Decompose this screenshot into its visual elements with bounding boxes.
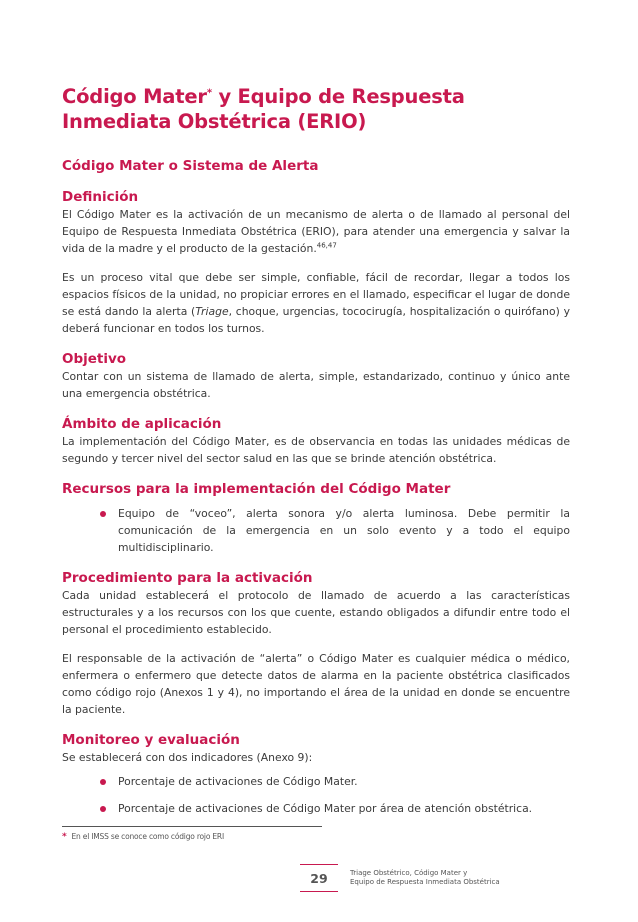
heading-ambito: Ámbito de aplicación <box>62 416 222 432</box>
objetivo-paragraph: Contar con un sistema de llamado de alerta, simple, estandarizado, continuo y único ante una emergencia obstétrica. <box>62 370 570 400</box>
heading-definicion: Definición <box>62 189 139 205</box>
monitoreo-paragraph: Se establecerá con dos indicadores (Anexo 9): <box>62 751 313 764</box>
subsection-title: Código Mater o Sistema de Alerta <box>62 158 319 174</box>
definicion-text: El Código Mater es la activación de un mecanismo de alerta o de llamado al personal del Equipo de Respuesta Inmediata Obstétrica (ERIO), para atender una emergencia y salvar la vida de la madre y el producto de la gestación. <box>62 208 570 255</box>
footnote <box>62 832 224 842</box>
list-item <box>100 773 570 790</box>
reference-superscript: 46,47 <box>316 241 337 250</box>
footnote-text: En el IMSS se conoce como código rojo ERI <box>71 832 224 841</box>
page-footer <box>300 864 500 892</box>
definicion-paragraph-1 <box>62 206 570 257</box>
footer-line-2: Equipo de Respuesta Inmediata Obstétrica <box>350 878 500 886</box>
heading-objetivo: Objetivo <box>62 351 127 367</box>
definicion-p2-italic: Triage <box>195 305 229 318</box>
monitoreo-list <box>100 773 570 817</box>
heading-procedimiento: Procedimiento para la activación <box>62 570 313 586</box>
definicion-p2-part-b: , choque, urgencias, tococirugía, hospitalización o quirófano) y deberá funcionar en todos los turnos. <box>62 305 570 335</box>
page-title <box>62 84 570 134</box>
bullet-icon <box>100 779 106 785</box>
page-number: 29 <box>300 864 338 892</box>
definicion-p2-part-a: Es un proceso vital que debe ser simple, confiable, fácil de recordar, llegar a todos los espacios físicos de la unidad, no propiciar errores en el llamado, especificar el lugar de donde se está dando la alerta ( <box>62 271 570 318</box>
running-footer <box>350 869 500 887</box>
heading-recursos: Recursos para la implementación del Código Mater <box>62 481 451 497</box>
list-item-text: Equipo de “voceo”, alerta sonora y/o alerta luminosa. Debe permitir la comunicación de la emergencia en un solo evento y a todo el equipo multidisciplinario. <box>118 507 570 554</box>
list-item-text: Porcentaje de activaciones de Código Mater. <box>118 775 358 788</box>
list-item <box>100 800 570 817</box>
page-content <box>62 84 570 817</box>
list-item-text: Porcentaje de activaciones de Código Mater por área de atención obstétrica. <box>118 802 533 815</box>
definicion-paragraph-2 <box>62 269 570 337</box>
recursos-list <box>100 505 570 556</box>
title-footnote-marker: * <box>206 87 212 99</box>
footnote-divider <box>62 826 322 827</box>
procedimiento-paragraph-2: El responsable de la activación de “alerta” o Código Mater es cualquier médica o médico, enfermera o enfermero que detecte datos de alarma en la paciente obstétrica clasificados como código rojo (Anexos 1 y 4), no importando el área de la unidad en donde se encuentre la paciente. <box>62 652 570 716</box>
ambito-paragraph: La implementación del Código Mater, es de observancia en todas las unidades médicas de segundo y tercer nivel del sector salud en las que se brinde atención obstétrica. <box>62 435 570 465</box>
footnote-marker: * <box>62 832 67 842</box>
list-item <box>100 505 570 556</box>
bullet-icon <box>100 806 106 812</box>
footer-line-1: Triage Obstétrico, Código Mater y <box>350 869 468 877</box>
heading-monitoreo: Monitoreo y evaluación <box>62 732 240 748</box>
title-part-1: Código Mater <box>62 85 207 108</box>
title-part-2: y Equipo de Respuesta Inmediata Obstétrica (ERIO) <box>62 85 465 133</box>
bullet-icon <box>100 511 106 517</box>
procedimiento-paragraph-1: Cada unidad establecerá el protocolo de llamado de acuerdo a las características estructurales y a los recursos con los que cuente, estando obligados a difundir entre todo el personal el procedimiento establecido. <box>62 589 570 636</box>
